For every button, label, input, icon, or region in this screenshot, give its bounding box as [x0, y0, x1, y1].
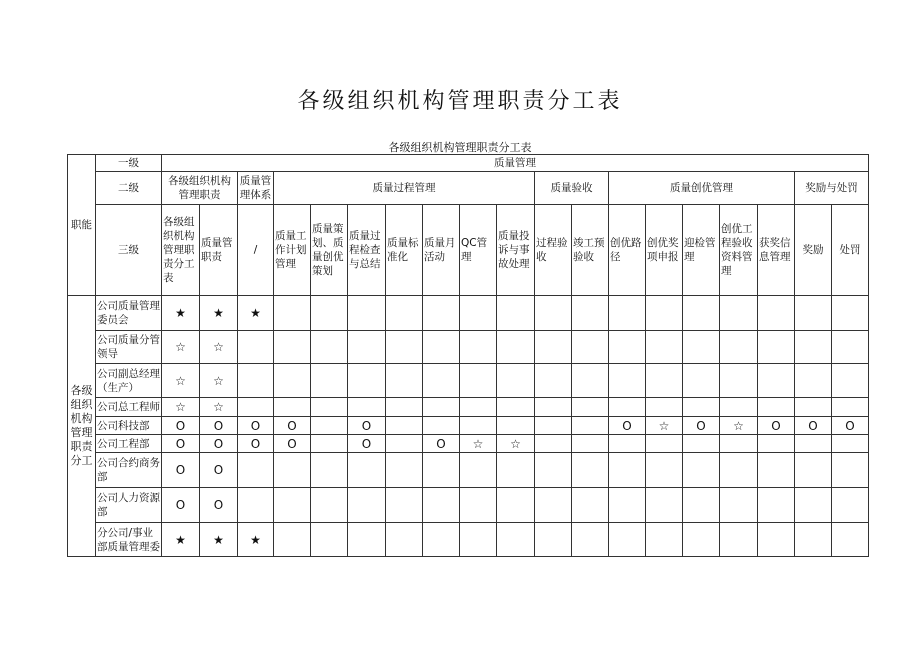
responsibility-mark: [423, 417, 460, 435]
responsibility-mark: [311, 296, 348, 331]
sub-header-cell: 创优工程验收资料管理: [720, 205, 758, 296]
responsibility-mark: [795, 453, 832, 488]
table-caption: 各级组织机构管理职责分工表: [388, 141, 532, 154]
responsibility-table: [67, 154, 869, 557]
responsibility-mark: [274, 398, 311, 417]
responsibility-mark: ☆: [162, 331, 200, 364]
responsibility-mark: [311, 453, 348, 488]
responsibility-mark: [683, 453, 720, 488]
org-name-cell: 公司科技部: [96, 417, 162, 435]
responsibility-mark: [832, 398, 869, 417]
responsibility-mark: [572, 417, 609, 435]
responsibility-mark: [386, 435, 423, 453]
responsibility-mark: [572, 398, 609, 417]
responsibility-mark: [795, 435, 832, 453]
excellence-header: 质量创优管理: [609, 172, 795, 205]
responsibility-mark: [832, 296, 869, 331]
responsibility-mark: ★: [162, 523, 200, 557]
responsibility-mark: [795, 331, 832, 364]
responsibility-mark: [572, 296, 609, 331]
responsibility-mark: [274, 331, 311, 364]
responsibility-mark: [423, 364, 460, 398]
responsibility-mark: [535, 453, 572, 488]
responsibility-mark: [609, 453, 646, 488]
level3-label: 三级: [96, 205, 162, 296]
responsibility-mark: O: [162, 435, 200, 453]
responsibility-mark: [460, 331, 497, 364]
responsibility-mark: [646, 435, 683, 453]
responsibility-mark: [348, 364, 386, 398]
sub-header-cell: /: [238, 205, 274, 296]
responsibility-mark: [274, 453, 311, 488]
table-row: [68, 331, 869, 364]
table-row: [68, 453, 869, 488]
responsibility-mark: [683, 435, 720, 453]
responsibility-mark: O: [683, 417, 720, 435]
responsibility-mark: [758, 435, 795, 453]
sub-header-cell: 质量过程检查与总结: [348, 205, 386, 296]
table-row: [68, 364, 869, 398]
responsibility-mark: [386, 398, 423, 417]
responsibility-mark: [683, 331, 720, 364]
responsibility-mark: [535, 435, 572, 453]
table-row: [68, 417, 869, 435]
responsibility-mark: [460, 488, 497, 523]
org-duty-header: 各级组织机构管理职责: [162, 172, 238, 205]
responsibility-mark: [460, 364, 497, 398]
responsibility-mark: [348, 523, 386, 557]
sub-header-cell: 质量月活动: [423, 205, 460, 296]
responsibility-mark: O: [200, 435, 238, 453]
responsibility-mark: [423, 331, 460, 364]
responsibility-mark: [238, 331, 274, 364]
responsibility-mark: [572, 488, 609, 523]
responsibility-mark: ☆: [497, 435, 535, 453]
responsibility-mark: [609, 364, 646, 398]
responsibility-mark: O: [162, 453, 200, 488]
table-row: [68, 488, 869, 523]
responsibility-mark: [609, 296, 646, 331]
responsibility-mark: ☆: [646, 417, 683, 435]
sub-header-cell: 质量投诉与事故处理: [497, 205, 535, 296]
responsibility-mark: [646, 398, 683, 417]
responsibility-mark: O: [200, 453, 238, 488]
responsibility-mark: [497, 296, 535, 331]
responsibility-mark: [348, 453, 386, 488]
responsibility-mark: [795, 296, 832, 331]
responsibility-mark: [497, 331, 535, 364]
responsibility-mark: [795, 523, 832, 557]
responsibility-mark: [311, 331, 348, 364]
sub-header-cell: 处罚: [832, 205, 869, 296]
responsibility-mark: [497, 398, 535, 417]
responsibility-mark: [423, 296, 460, 331]
responsibility-mark: [832, 453, 869, 488]
responsibility-mark: [758, 523, 795, 557]
responsibility-mark: [572, 331, 609, 364]
responsibility-mark: [646, 331, 683, 364]
responsibility-mark: O: [423, 435, 460, 453]
responsibility-mark: ☆: [200, 331, 238, 364]
responsibility-mark: [274, 364, 311, 398]
responsibility-mark: [497, 488, 535, 523]
responsibility-mark: [758, 488, 795, 523]
responsibility-mark: [348, 331, 386, 364]
responsibility-mark: ★: [238, 523, 274, 557]
sub-header-cell: 质量策划、质量创优策划: [311, 205, 348, 296]
responsibility-mark: [683, 296, 720, 331]
responsibility-mark: ★: [200, 296, 238, 331]
table-row: [68, 523, 869, 557]
responsibility-mark: [274, 488, 311, 523]
responsibility-mark: ☆: [200, 364, 238, 398]
responsibility-mark: [683, 488, 720, 523]
sub-header-cell: 获奖信息管理: [758, 205, 795, 296]
responsibility-mark: [720, 453, 758, 488]
responsibility-mark: ☆: [162, 398, 200, 417]
org-name-cell: 分公司/事业部质量管理委: [96, 523, 162, 557]
responsibility-mark: [683, 364, 720, 398]
responsibility-mark: ☆: [200, 398, 238, 417]
org-name-cell: 公司合约商务部: [96, 453, 162, 488]
acceptance-header: 质量验收: [535, 172, 609, 205]
responsibility-mark: [832, 523, 869, 557]
sub-header-cell: 质量标准化: [386, 205, 423, 296]
responsibility-mark: [795, 398, 832, 417]
responsibility-mark: [832, 331, 869, 364]
responsibility-mark: O: [832, 417, 869, 435]
responsibility-mark: [386, 417, 423, 435]
responsibility-mark: [535, 488, 572, 523]
responsibility-mark: ★: [238, 296, 274, 331]
responsibility-mark: [348, 488, 386, 523]
quality-system-header: 质量管理体系: [238, 172, 274, 205]
responsibility-mark: [460, 523, 497, 557]
responsibility-mark: [274, 296, 311, 331]
responsibility-mark: [758, 364, 795, 398]
org-name-cell: 公司质量管理委员会: [96, 296, 162, 331]
responsibility-mark: [386, 488, 423, 523]
responsibility-mark: [348, 296, 386, 331]
sub-header-cell: QC管理: [460, 205, 497, 296]
responsibility-mark: [460, 453, 497, 488]
sub-header-cell: 质量管职责: [200, 205, 238, 296]
responsibility-mark: [572, 435, 609, 453]
responsibility-mark: O: [348, 417, 386, 435]
responsibility-mark: [497, 364, 535, 398]
zhineng-header: 职能: [68, 155, 96, 296]
sub-header-cell: 奖励: [795, 205, 832, 296]
responsibility-mark: [423, 488, 460, 523]
sub-header-cell: 迎检管理: [683, 205, 720, 296]
responsibility-mark: [720, 488, 758, 523]
responsibility-mark: [460, 398, 497, 417]
responsibility-mark: ☆: [162, 364, 200, 398]
responsibility-mark: [758, 331, 795, 364]
rewards-header: 奖励与处罚: [795, 172, 869, 205]
responsibility-mark: [720, 331, 758, 364]
responsibility-mark: ★: [200, 523, 238, 557]
sub-header-cell: 过程验收: [535, 205, 572, 296]
org-name-cell: 公司人力资源部: [96, 488, 162, 523]
org-name-cell: 公司总工程师: [96, 398, 162, 417]
level2-label: 二级: [96, 172, 162, 205]
responsibility-mark: O: [162, 417, 200, 435]
responsibility-mark: [386, 296, 423, 331]
responsibility-mark: [535, 523, 572, 557]
responsibility-mark: [535, 296, 572, 331]
responsibility-mark: [348, 398, 386, 417]
responsibility-mark: O: [609, 417, 646, 435]
table-row: [68, 296, 869, 331]
responsibility-mark: [572, 364, 609, 398]
process-mgmt-header: 质量过程管理: [274, 172, 535, 205]
responsibility-mark: [646, 453, 683, 488]
responsibility-mark: O: [758, 417, 795, 435]
responsibility-mark: [311, 398, 348, 417]
responsibility-mark: [795, 364, 832, 398]
responsibility-mark: [386, 331, 423, 364]
responsibility-mark: [758, 398, 795, 417]
responsibility-mark: ★: [162, 296, 200, 331]
responsibility-mark: [497, 417, 535, 435]
responsibility-mark: [311, 364, 348, 398]
responsibility-mark: [758, 453, 795, 488]
responsibility-mark: [311, 435, 348, 453]
responsibility-mark: [609, 398, 646, 417]
org-name-cell: 公司质量分管领导: [96, 331, 162, 364]
responsibility-mark: [535, 398, 572, 417]
responsibility-mark: O: [274, 417, 311, 435]
responsibility-mark: [646, 296, 683, 331]
responsibility-mark: O: [162, 488, 200, 523]
responsibility-mark: [832, 364, 869, 398]
responsibility-mark: [311, 488, 348, 523]
level1-label: 一级: [96, 155, 162, 172]
sub-header-cell: 竣工预验收: [572, 205, 609, 296]
sub-header-cell: 创优路径: [609, 205, 646, 296]
responsibility-mark: [497, 453, 535, 488]
responsibility-mark: [311, 523, 348, 557]
responsibility-mark: [832, 435, 869, 453]
quality-mgmt-header: 质量管理: [162, 155, 869, 172]
responsibility-mark: [535, 417, 572, 435]
org-name-cell: 公司副总经理（生产）: [96, 364, 162, 398]
responsibility-mark: O: [274, 435, 311, 453]
sub-header-cell: 质量工作计划管理: [274, 205, 311, 296]
responsibility-mark: O: [238, 417, 274, 435]
responsibility-mark: [720, 523, 758, 557]
responsibility-mark: [646, 488, 683, 523]
responsibility-mark: O: [795, 417, 832, 435]
responsibility-mark: [535, 331, 572, 364]
responsibility-mark: [646, 364, 683, 398]
responsibility-mark: [646, 523, 683, 557]
responsibility-mark: O: [348, 435, 386, 453]
table-row: [68, 435, 869, 453]
responsibility-mark: [720, 435, 758, 453]
org-name-cell: 公司工程部: [96, 435, 162, 453]
sub-header-cell: 各级组织机构管理职责分工表: [162, 205, 200, 296]
responsibility-mark: [423, 398, 460, 417]
responsibility-mark: [274, 523, 311, 557]
responsibility-mark: [535, 364, 572, 398]
responsibility-mark: [423, 523, 460, 557]
responsibility-mark: [311, 417, 348, 435]
responsibility-mark: [497, 523, 535, 557]
responsibility-mark: [460, 417, 497, 435]
responsibility-mark: [720, 296, 758, 331]
responsibility-mark: [609, 331, 646, 364]
responsibility-mark: [238, 488, 274, 523]
responsibility-mark: [795, 488, 832, 523]
responsibility-mark: [683, 398, 720, 417]
responsibility-mark: [720, 398, 758, 417]
responsibility-mark: [572, 453, 609, 488]
responsibility-mark: [386, 453, 423, 488]
sub-header-cell: 创优奖项申报: [646, 205, 683, 296]
responsibility-mark: [609, 435, 646, 453]
responsibility-mark: ☆: [460, 435, 497, 453]
responsibility-mark: [386, 364, 423, 398]
responsibility-mark: [386, 523, 423, 557]
responsibility-mark: O: [238, 435, 274, 453]
responsibility-mark: [238, 364, 274, 398]
responsibility-mark: [423, 453, 460, 488]
responsibility-mark: [683, 523, 720, 557]
responsibility-mark: O: [200, 488, 238, 523]
responsibility-mark: [572, 523, 609, 557]
page-title: 各级组织机构管理职责分工表: [297, 89, 623, 114]
responsibility-mark: [758, 296, 795, 331]
responsibility-mark: [238, 398, 274, 417]
responsibility-mark: [609, 488, 646, 523]
responsibility-mark: [238, 453, 274, 488]
org-structure-label: 各级组织机构管理职责分工: [68, 296, 96, 557]
responsibility-mark: [460, 296, 497, 331]
responsibility-mark: [720, 364, 758, 398]
responsibility-mark: [832, 488, 869, 523]
responsibility-mark: O: [200, 417, 238, 435]
table-row: [68, 398, 869, 417]
responsibility-mark: [609, 523, 646, 557]
responsibility-mark: ☆: [720, 417, 758, 435]
